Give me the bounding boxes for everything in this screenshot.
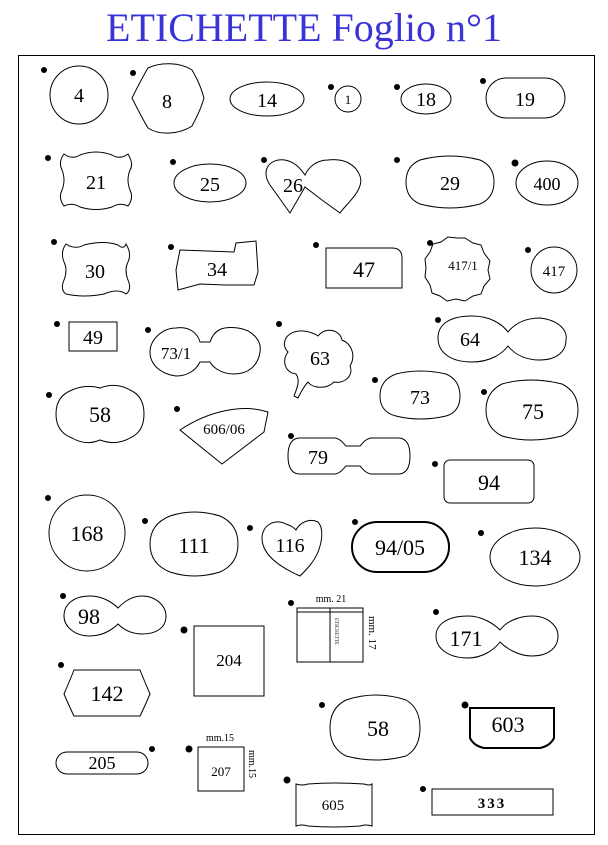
- label-number: 603: [491, 712, 525, 737]
- label-number: 73/1: [160, 344, 192, 363]
- hole-dot: [248, 526, 253, 531]
- label-number: 204: [216, 651, 242, 670]
- label-number: 79: [308, 447, 328, 469]
- label-606-06[interactable]: [175, 407, 269, 465]
- hole-dot: [289, 601, 294, 606]
- label-333[interactable]: [421, 787, 554, 816]
- hole-dot: [186, 746, 192, 752]
- hole-dot: [353, 520, 358, 525]
- hole-dot: [46, 496, 51, 501]
- hole-dot: [171, 160, 176, 165]
- hole-dot: [434, 610, 439, 615]
- label-number: 58: [367, 716, 389, 741]
- inner-text: ETICHETTE: [333, 618, 338, 645]
- label-168[interactable]: [46, 495, 126, 571]
- label-79[interactable]: [288, 434, 410, 475]
- label-number: 75: [522, 399, 544, 424]
- label-207[interactable]: [186, 733, 257, 791]
- hole-dot: [175, 407, 180, 412]
- label-47[interactable]: [314, 243, 403, 289]
- label-number: 116: [275, 535, 305, 557]
- label-number: 18: [416, 89, 436, 111]
- label-63[interactable]: [277, 322, 353, 399]
- label-75[interactable]: [482, 380, 579, 440]
- label-number: 34: [207, 259, 227, 281]
- width-dimension: mm. 21: [315, 594, 347, 605]
- hole-dot: [481, 79, 486, 84]
- label-111[interactable]: [143, 512, 239, 576]
- label-mm21[interactable]: [289, 594, 379, 662]
- hole-dot: [181, 627, 187, 633]
- label-417-1[interactable]: [425, 237, 490, 301]
- label-number: 1: [344, 92, 352, 107]
- label-49[interactable]: [55, 322, 118, 352]
- hole-dot: [526, 248, 531, 253]
- hole-dot: [395, 85, 400, 90]
- label-94-05[interactable]: [352, 520, 449, 573]
- label-number: 400: [533, 174, 561, 194]
- label-14[interactable]: [230, 82, 304, 116]
- hole-dot: [262, 158, 267, 163]
- label-number: 168: [70, 521, 104, 546]
- hole-dot: [428, 241, 433, 246]
- label-73-1[interactable]: [146, 328, 261, 377]
- label-30[interactable]: [52, 240, 130, 297]
- label-number: 73: [410, 387, 430, 409]
- label-number: 207: [211, 764, 231, 779]
- hole-dot: [131, 71, 136, 76]
- hole-dot: [59, 663, 64, 668]
- label-number: 98: [78, 604, 100, 629]
- hole-dot: [329, 85, 334, 90]
- label-26[interactable]: [262, 158, 361, 214]
- label-8[interactable]: [131, 64, 205, 133]
- label-19[interactable]: [481, 78, 566, 118]
- label-number: 605: [321, 798, 345, 814]
- label-134[interactable]: [479, 528, 581, 586]
- label-number: 205: [88, 753, 116, 773]
- height-dimension: mm. 17: [366, 616, 378, 650]
- label-205[interactable]: [56, 747, 155, 775]
- label-number: 4: [74, 85, 84, 107]
- label-number: 21: [86, 172, 106, 194]
- label-number: 417: [542, 264, 566, 280]
- label-171[interactable]: [434, 610, 559, 659]
- label-number: 142: [90, 681, 124, 706]
- hole-dot: [462, 702, 468, 708]
- label-number: 333: [477, 796, 507, 812]
- label-64[interactable]: [436, 316, 567, 362]
- hole-dot: [150, 747, 155, 752]
- label-number: 49: [83, 327, 103, 349]
- label-number: 58: [89, 402, 111, 427]
- hole-dot: [482, 390, 487, 395]
- hole-dot: [284, 777, 290, 783]
- label-number: 171: [449, 626, 483, 651]
- label-29[interactable]: [395, 156, 495, 208]
- label-73[interactable]: [373, 371, 461, 419]
- hole-dot: [47, 393, 52, 398]
- label-603[interactable]: [462, 702, 554, 748]
- label-number: 417/1: [448, 258, 478, 273]
- label-98[interactable]: [61, 594, 167, 637]
- hole-dot: [169, 245, 174, 250]
- hole-dot: [436, 318, 441, 323]
- label-4[interactable]: [42, 66, 109, 124]
- hole-dot: [512, 160, 518, 166]
- label-number: 29: [440, 173, 460, 195]
- hole-dot: [61, 594, 66, 599]
- label-number: 14: [257, 90, 277, 112]
- width-dimension: mm.15: [205, 733, 235, 744]
- hole-dot: [421, 787, 426, 792]
- label-94[interactable]: [433, 460, 535, 503]
- label-21[interactable]: [46, 152, 132, 210]
- label-number: 47: [353, 257, 375, 282]
- label-number: 25: [200, 174, 220, 196]
- hole-dot: [146, 328, 151, 333]
- label-number: 8: [162, 91, 172, 113]
- hole-dot: [373, 378, 378, 383]
- hole-dot: [289, 434, 294, 439]
- hole-dot: [143, 519, 148, 524]
- label-number: 64: [460, 329, 480, 351]
- label-400[interactable]: [512, 160, 578, 205]
- label-34[interactable]: [169, 241, 259, 290]
- label-number: 19: [515, 89, 535, 111]
- label-number: 30: [85, 261, 105, 283]
- hole-dot: [433, 462, 438, 467]
- label-417[interactable]: [526, 247, 578, 293]
- label-58b[interactable]: [320, 695, 421, 760]
- label-25[interactable]: [171, 160, 247, 203]
- label-number: 606/06: [203, 422, 245, 438]
- label-58a[interactable]: [47, 385, 145, 442]
- label-number: 94: [478, 470, 500, 495]
- height-dimension: mm.15: [246, 750, 257, 779]
- label-number: 111: [178, 533, 210, 558]
- hole-dot: [314, 243, 319, 248]
- hole-dot: [55, 322, 60, 327]
- label-number: 134: [518, 545, 552, 570]
- label-number: 26: [283, 175, 303, 197]
- hole-dot: [42, 68, 47, 73]
- hole-dot: [395, 158, 400, 163]
- hole-dot: [479, 531, 484, 536]
- page-title: ETICHETTE Foglio n°1: [106, 5, 502, 50]
- hole-dot: [46, 156, 51, 161]
- label-18[interactable]: [395, 84, 452, 114]
- label-142[interactable]: [59, 663, 151, 717]
- label-204[interactable]: [181, 626, 264, 696]
- hole-dot: [320, 703, 325, 708]
- hole-dot: [52, 240, 57, 245]
- label-1[interactable]: [329, 85, 362, 113]
- label-number: 63: [310, 348, 330, 370]
- label-116[interactable]: [248, 520, 322, 576]
- label-605[interactable]: [284, 777, 372, 827]
- hole-dot: [277, 322, 282, 327]
- label-number: 94/05: [374, 535, 426, 560]
